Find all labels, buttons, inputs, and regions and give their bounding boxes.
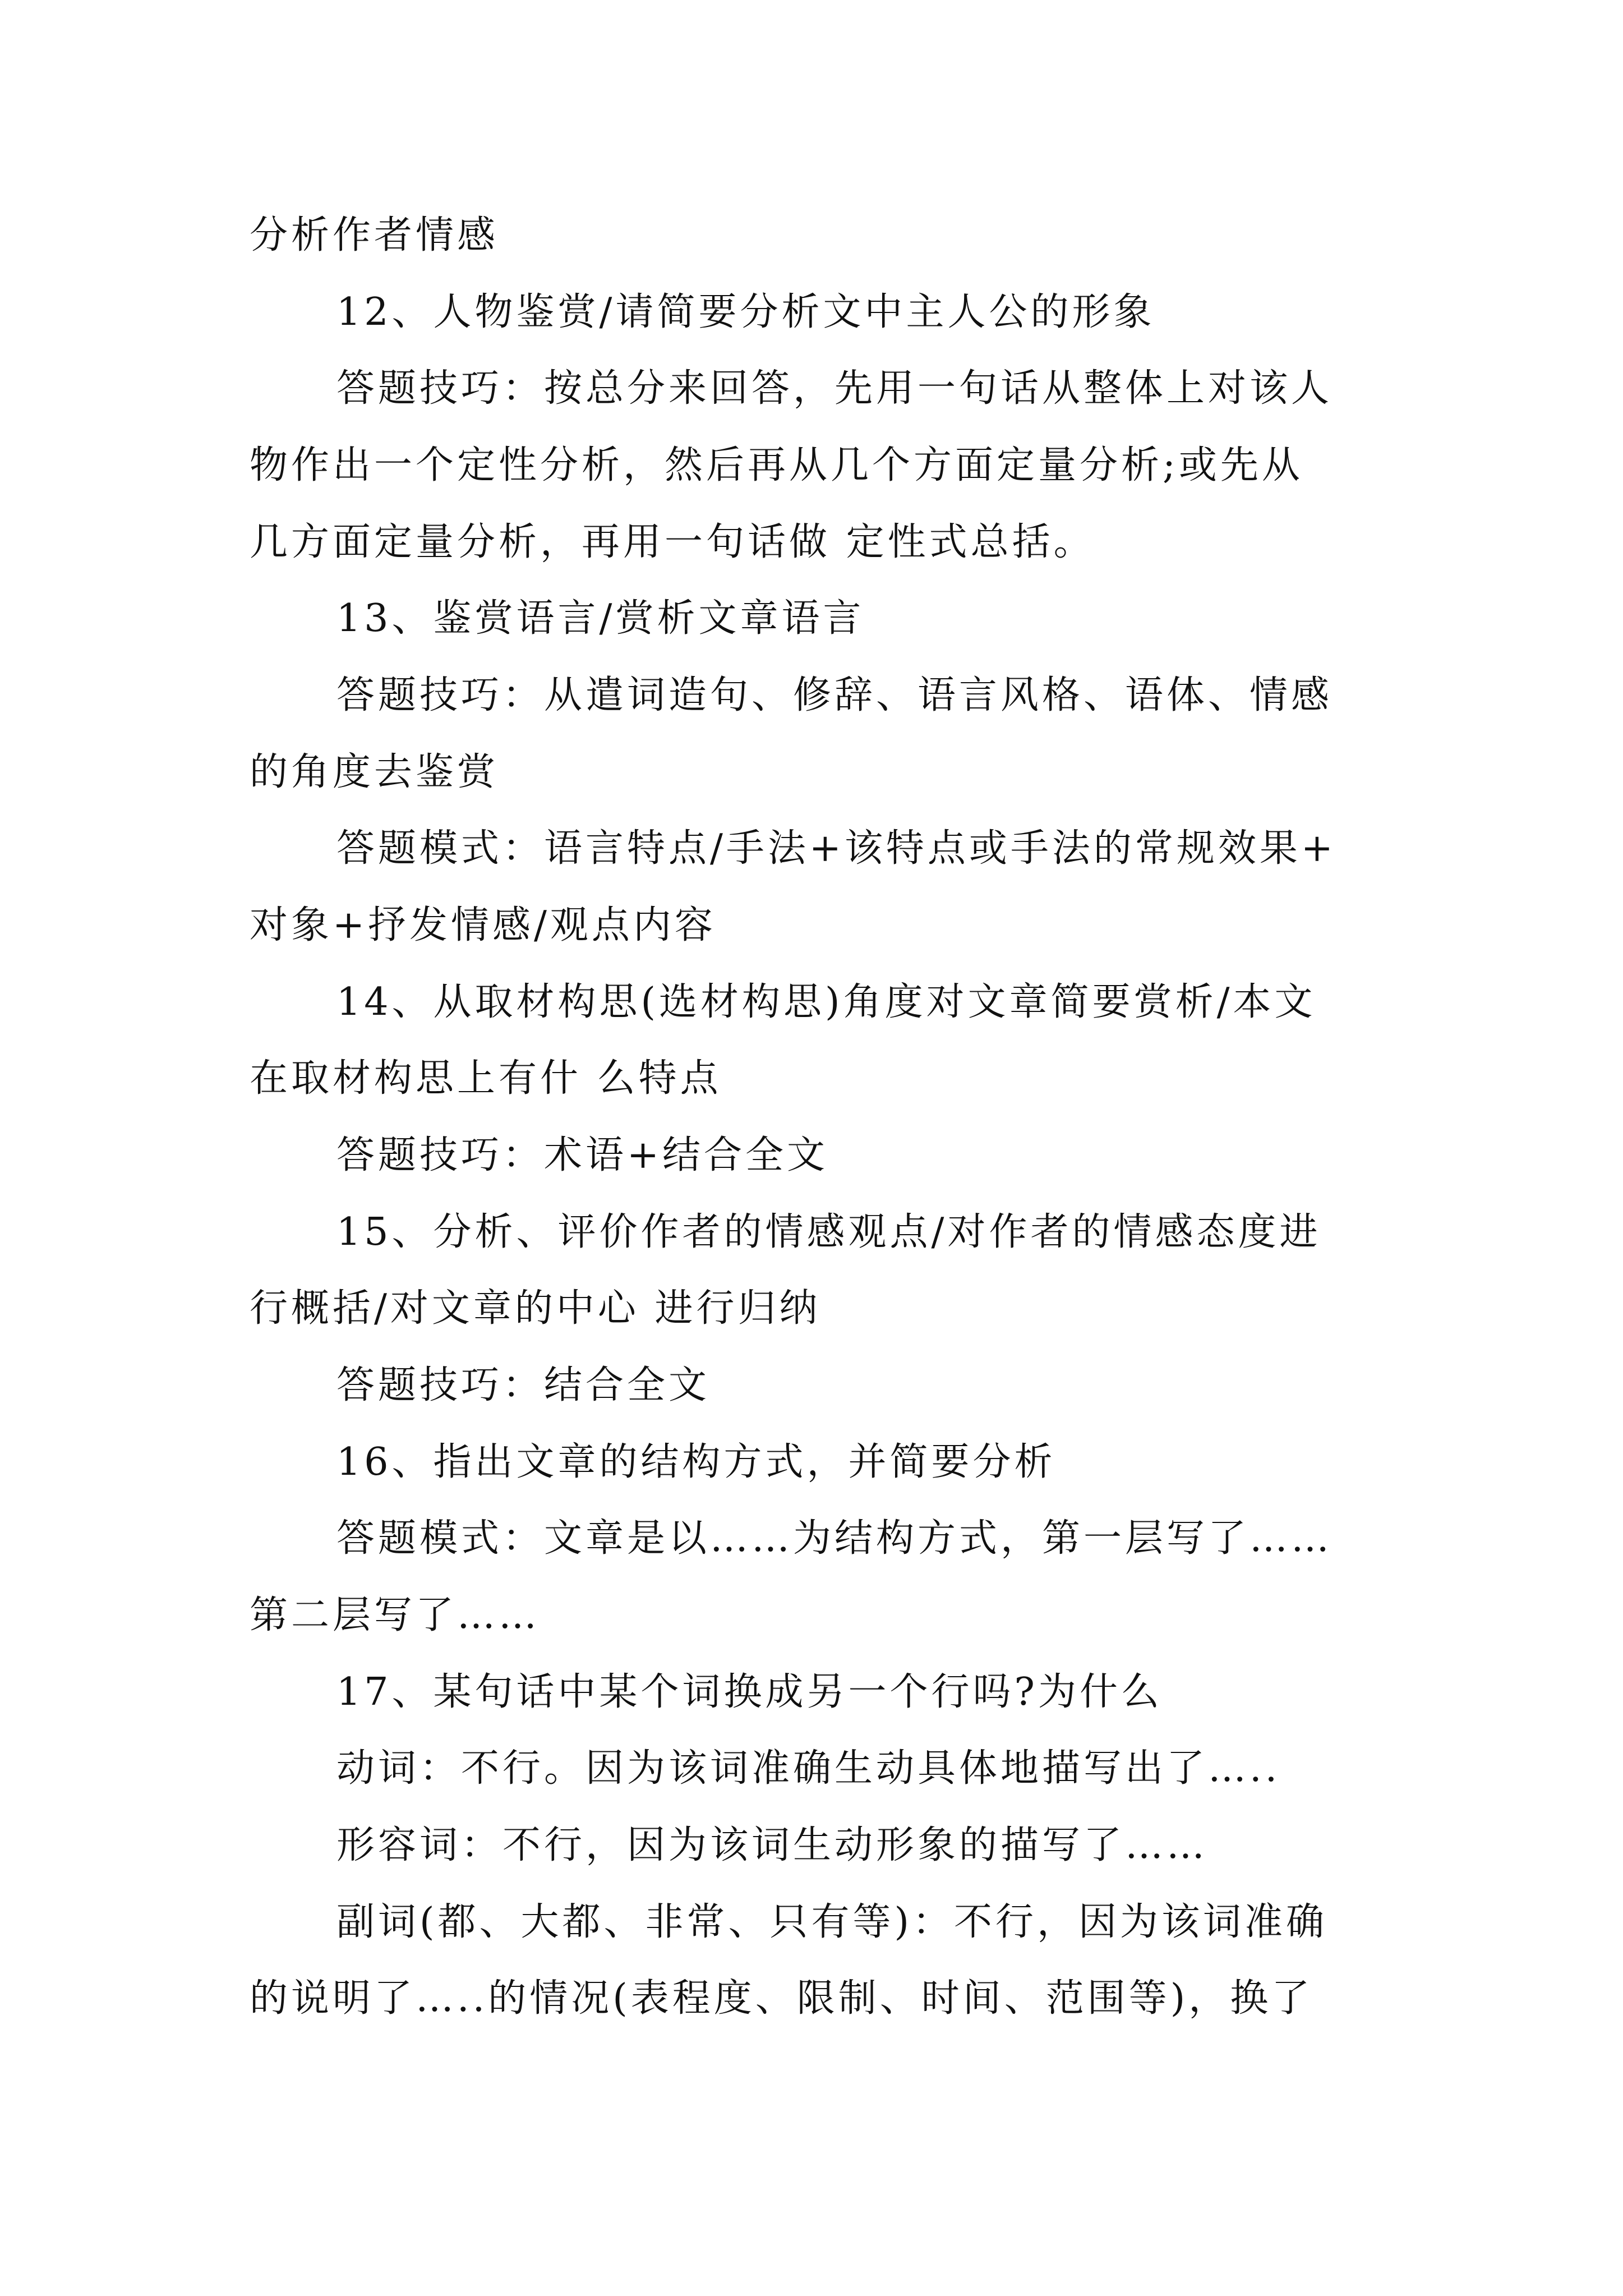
text-line: 物作出一个定性分析，然后再从几个方面定量分析;或先从 bbox=[250, 443, 1303, 487]
text-line: 几方面定量分析，再用一句话做 定性式总括。 bbox=[250, 520, 1095, 564]
heading-item-17: 17、某句话中某个词换成另一个行吗?为什么 bbox=[336, 1670, 1163, 1714]
text-line: 行概括/对文章的中心 进行归纳 bbox=[250, 1286, 821, 1331]
heading-item-15: 15、分析、评价作者的情感观点/对作者的情感态度进 bbox=[336, 1210, 1321, 1254]
text-line: 第二层写了…… bbox=[250, 1593, 541, 1637]
text-line: 答题技巧：按总分来回答，先用一句话从整体上对该人 bbox=[336, 366, 1333, 411]
text-line: 在取材构思上有什 么特点 bbox=[250, 1056, 722, 1101]
text-line: 答题技巧：从遣词造句、修辞、语言风格、语体、情感 bbox=[336, 673, 1333, 717]
text-line: 答题模式：文章是以……为结构方式，第一层写了…… bbox=[336, 1516, 1333, 1561]
text-line: 答题技巧：术语+结合全文 bbox=[336, 1133, 828, 1177]
text-line: 副词(都、大都、非常、只有等)：不行，因为该词准确 bbox=[336, 1900, 1328, 1944]
heading-item-13: 13、鉴赏语言/赏析文章语言 bbox=[336, 596, 865, 641]
text-line: 的角度去鉴赏 bbox=[250, 750, 499, 794]
heading-item-14: 14、从取材构思(选材构思)角度对文章简要赏析/本文 bbox=[336, 980, 1316, 1024]
text-line: 动词：不行。因为该词准确生动具体地描写出了….. bbox=[336, 1746, 1281, 1791]
text-line: 的说明了…..的情况(表程度、限制、时间、范围等)，换了 bbox=[250, 1976, 1313, 2021]
text-line: 形容词：不行，因为该词生动形象的描写了…… bbox=[336, 1823, 1209, 1867]
text-line: 答题技巧：结合全文 bbox=[336, 1363, 711, 1407]
text-line: 对象+抒发情感/观点内容 bbox=[250, 903, 716, 947]
heading-item-16: 16、指出文章的结构方式，并简要分析 bbox=[336, 1440, 1056, 1484]
heading-item-12: 12、人物鉴赏/请简要分析文中主人公的形象 bbox=[336, 290, 1155, 334]
text-line: 分析作者情感 bbox=[250, 213, 499, 257]
text-line: 答题模式：语言特点/手法+该特点或手法的常规效果+ bbox=[336, 826, 1336, 871]
